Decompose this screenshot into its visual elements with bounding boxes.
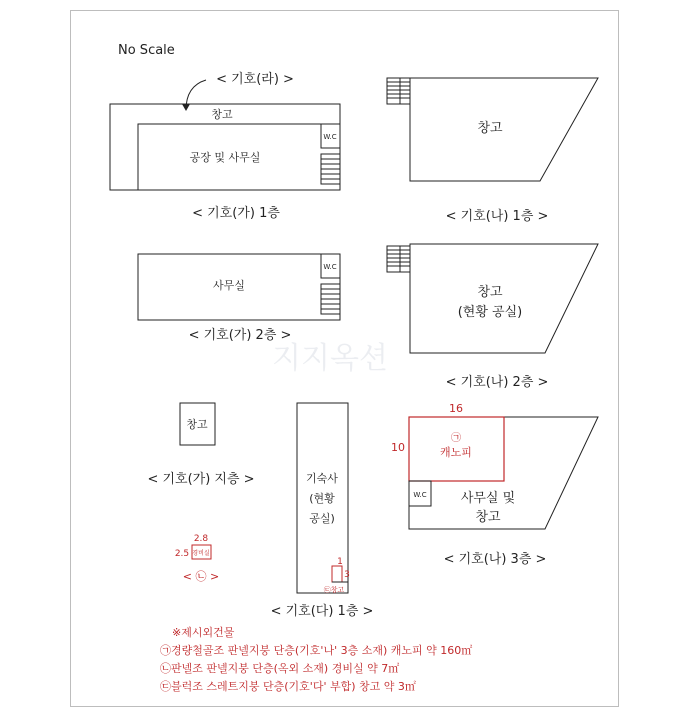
da-1f-label-line1: 기숙사 (306, 472, 338, 485)
caption-na-2f: < 기호(나) 2층 > (445, 375, 549, 390)
callout-ra: < 기호(라) > (216, 72, 294, 87)
canopy-dim-width: 16 (449, 402, 463, 415)
plan-na-1f (387, 78, 598, 224)
stairs (321, 154, 340, 184)
da-dim-height: 3 (344, 570, 350, 580)
watermark: 지지옥션 (272, 341, 388, 376)
da-dim-width: 1 (337, 557, 343, 567)
caption-ga-1f: < 기호(가) 1층 (192, 206, 280, 221)
plan-ga-basement (147, 403, 254, 487)
plan-da-1f (271, 403, 374, 619)
canopy-dim-height: 10 (391, 441, 405, 454)
stairs (321, 284, 340, 314)
plan-na-2f (387, 244, 598, 390)
notes-title: ※제시외건물 (172, 626, 235, 639)
note-item-2: ㉡판넬조 판넬지붕 단층(옥외 소재) 경비실 약 7㎡ (160, 662, 400, 675)
ga-2f-label: 사무실 (213, 279, 245, 292)
note-item-1: ㉠경량철골조 판넬지붕 단층(기호'나' 3층 소재) 캐노피 약 160㎡ (160, 644, 473, 657)
plan-ga-2f (138, 254, 340, 343)
notes (160, 625, 472, 693)
scale-note: No Scale (118, 43, 175, 58)
callout-arrow (186, 80, 206, 110)
na-3f-label-line1: 사무실 및 (460, 491, 516, 506)
guard-caption: < ㉡ > (182, 570, 220, 583)
guard-dim-width: 2.8 (193, 534, 209, 544)
caption-ga-basement: < 기호(가) 지층 > (147, 472, 255, 487)
warehouse-label: 창고 (211, 108, 233, 121)
guard-dim-height: 2.5 (174, 549, 190, 559)
caption-ga-2f: < 기호(가) 2층 > (188, 328, 292, 343)
guard-house (175, 534, 219, 583)
factory-office-label: 공장 및 사무실 (189, 151, 261, 164)
na-2f-label-line2: (현황 공실) (457, 305, 523, 320)
wc-label: W.C (323, 263, 337, 271)
da-1f-label-line2: (현황 (309, 492, 335, 505)
caption-na-3f: < 기호(나) 3층 > (443, 552, 547, 567)
na-1f-outline (410, 78, 598, 181)
stairs (387, 246, 410, 272)
na-3f-label-line2: 창고 (475, 510, 501, 525)
da-1f-label-line3: 공실) (309, 512, 335, 525)
stairs (387, 78, 410, 104)
canopy-label: 캐노피 (440, 446, 472, 459)
canopy-symbol: ㉠ (451, 433, 461, 444)
da-small-warehouse-rect (332, 566, 342, 582)
na-1f-label: 창고 (477, 121, 503, 136)
na-2f-label-line1: 창고 (477, 285, 503, 300)
na-2f-outline (410, 244, 598, 353)
plan-na-3f (391, 402, 598, 567)
caption-na-1f: < 기호(나) 1층 > (445, 209, 549, 224)
wc-label: W.C (413, 491, 427, 499)
guard-label: 경비실 (192, 550, 210, 557)
caption-da-1f: < 기호(다) 1층 > (270, 604, 374, 619)
plan-ga-1f (110, 71, 340, 221)
ga-basement-label: 창고 (186, 418, 208, 431)
note-item-3: ㉢블럭조 스레트지붕 단층(기호'다' 부합) 창고 약 3㎡ (160, 680, 416, 693)
da-small-label: ㉢창고 (323, 586, 345, 594)
wc-label: W.C (323, 133, 337, 141)
